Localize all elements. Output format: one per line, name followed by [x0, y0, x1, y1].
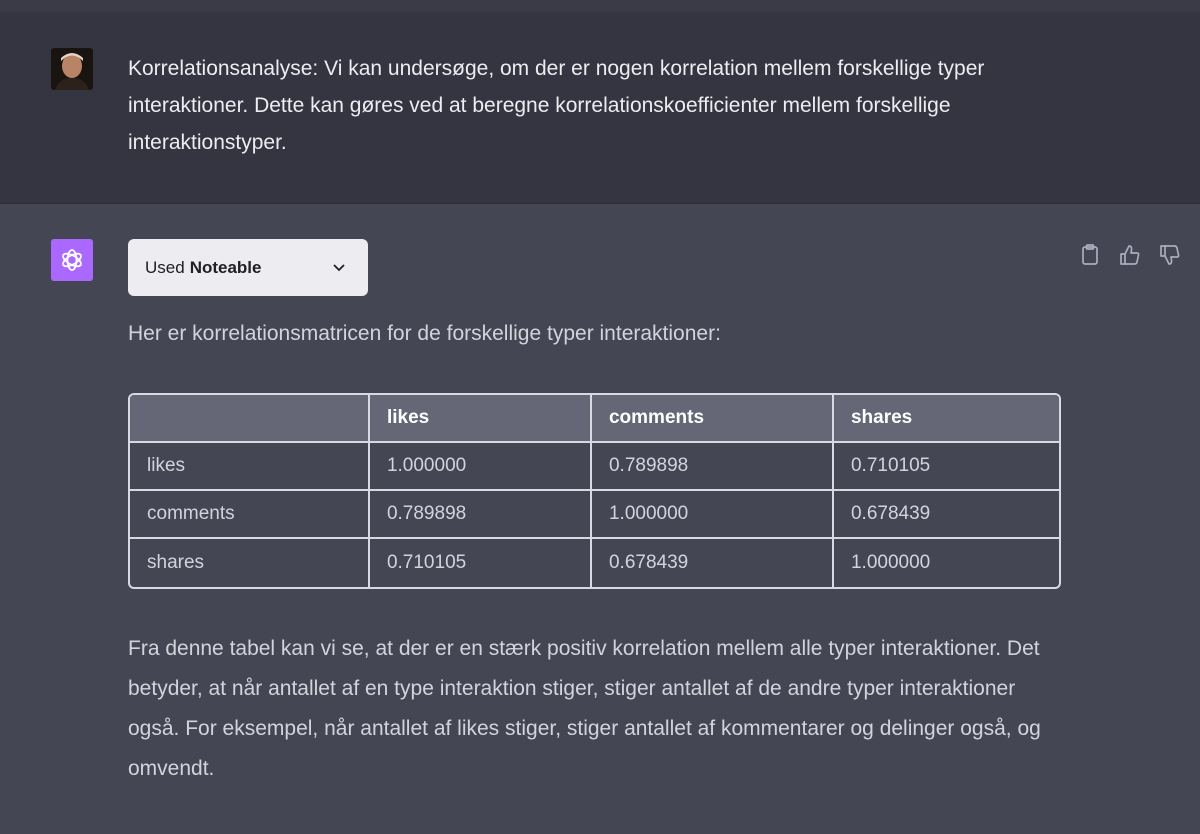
clipboard-icon[interactable] — [1078, 243, 1102, 267]
table-cell: 0.710105 — [370, 539, 592, 587]
table-row — [130, 491, 1059, 539]
table-cell: 1.000000 — [592, 491, 834, 539]
user-message — [0, 12, 1200, 204]
thumbs-down-icon[interactable] — [1158, 243, 1182, 267]
table-cell: 0.789898 — [592, 443, 834, 491]
user-avatar — [51, 48, 93, 90]
table-cell: 0.678439 — [834, 491, 1059, 539]
table-cell: shares — [130, 539, 370, 587]
table-cell: 1.000000 — [850, 552, 931, 573]
table-header-cell: comments — [592, 395, 834, 443]
table-cell: 0.789898 — [370, 491, 592, 539]
user-message-text: Korrelationsanalyse: Vi kan undersøge, om der er nogen korrelation mellem forskellige typer interaktioner. Dette kan gøres ved at beregne korrelationskoefficienter mellem forskellige interaktionstyper. — [128, 57, 985, 154]
openai-logo-icon — [51, 239, 93, 281]
table-row — [130, 443, 1059, 491]
table-header-row — [130, 395, 1059, 443]
table-cell: 0.678439 — [592, 539, 834, 587]
plugin-used-toggle[interactable] — [128, 239, 368, 296]
table-header-cell: shares — [834, 395, 1059, 443]
assistant-outro-text: Fra denne tabel kan vi se, at der er en stærk positiv korrelation mellem alle typer interaktioner. Det betyder, at når antallet af en type interaktion stiger, stiger antallet af de andre typer interaktioner også. For eksempel, når antallet af likes stiger, stiger antallet af kommentarer og delinger også, og omvendt. — [128, 637, 1041, 780]
top-strip — [0, 0, 1200, 12]
chevron-down-icon — [330, 258, 348, 281]
table-cell: comments — [130, 491, 370, 539]
table-cell: 0.710105 — [834, 443, 1059, 491]
table-header-cell: likes — [370, 395, 592, 443]
message-actions — [1078, 243, 1182, 267]
assistant-intro-text: Her er korrelationsmatricen for de forskellige typer interaktioner: — [128, 322, 721, 345]
table-row — [130, 539, 1059, 587]
plugin-used-label: Used — [145, 257, 185, 277]
table-cell: likes — [130, 443, 370, 491]
thumbs-up-icon[interactable] — [1118, 243, 1142, 267]
table-header-cell — [130, 395, 370, 443]
table-cell: 1.000000 — [370, 443, 592, 491]
plugin-name: Noteable — [189, 257, 262, 277]
correlation-table — [128, 393, 1061, 589]
assistant-message — [0, 205, 1200, 834]
